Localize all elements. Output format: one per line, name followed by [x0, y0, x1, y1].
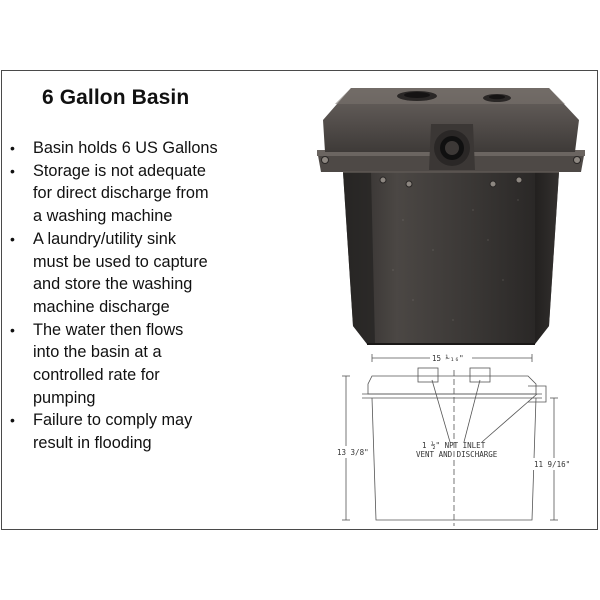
bullet-icon: •	[10, 140, 15, 156]
basin-body	[343, 172, 559, 344]
bullet-line: into the basin at a	[33, 343, 162, 362]
bullet-line: must be used to capture	[33, 252, 208, 271]
bullet-item	[8, 319, 253, 410]
bullet-line: Basin holds 6 US Gallons	[33, 139, 218, 157]
bullet-line: a washing machine	[33, 207, 173, 226]
bullet-item	[8, 137, 253, 160]
bullet-line: Failure to comply may	[33, 411, 193, 430]
bullet-line: machine discharge	[33, 297, 170, 316]
bullet-icon: •	[10, 321, 15, 338]
bullet-icon: •	[10, 162, 15, 179]
height-right-label: 11 9/16"	[534, 460, 571, 469]
bullet-line: controlled rate for	[33, 366, 160, 385]
bullet-icon: •	[10, 230, 15, 247]
bullet-item	[8, 409, 253, 454]
dimension-drawing	[332, 350, 571, 528]
note-line-1: 1 ½" NPT INLET	[422, 441, 486, 450]
note-line-2: VENT AND DISCHARGE	[416, 450, 498, 459]
bullet-item	[8, 160, 253, 228]
bullet-list	[8, 137, 253, 455]
bullet-line: Storage is not adequate	[33, 161, 206, 180]
bullet-line: and store the washing	[33, 275, 193, 294]
bullet-line: A laundry/utility sink	[33, 229, 176, 248]
bullet-line: result in flooding	[33, 434, 152, 453]
bullet-icon: •	[10, 412, 15, 429]
height-left-label: 13 3/8"	[337, 448, 369, 457]
bullet-line: pumping	[33, 388, 96, 407]
basin-photo	[313, 80, 589, 352]
bullet-line: for direct discharge from	[33, 184, 209, 203]
bullet-line: The water then flows	[33, 320, 184, 339]
slide-title: 6 Gallon Basin	[42, 86, 190, 109]
width-label: 15 ⅟₁₆"	[432, 354, 464, 363]
bullet-item	[8, 228, 253, 319]
